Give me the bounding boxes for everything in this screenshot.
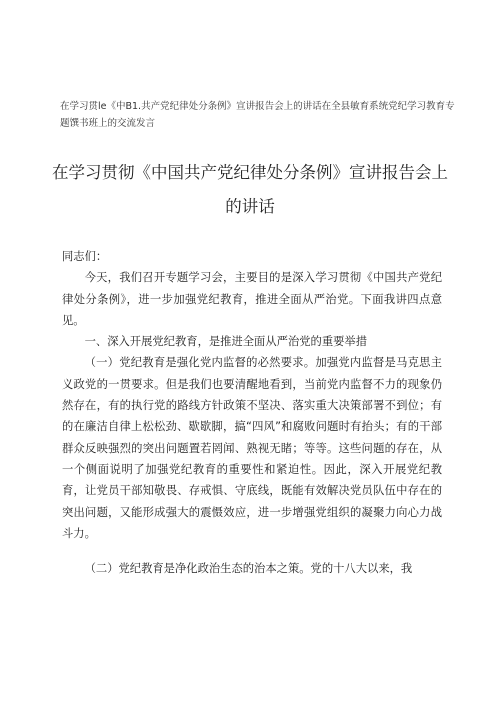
document-title	[50, 156, 450, 224]
salutation: 同志们：	[62, 250, 108, 263]
section-heading-1: 一、深入开展党纪教育，是推进全面从严治党的重要举措	[84, 335, 368, 349]
title-line-1: 在学习贯彻《中国共产党纪律处分条例》宣讲报告会上	[52, 163, 448, 182]
paragraph-subsection-1: （一）党纪教育是强化党内监督的必然要求。加强党内监督是马克思主义政党的一贯要求。但是我们也要清醒地看到，当前党内监督不力的现象仍然存在，有的执行党的路线方针政策不坚决、落实重大决策部署不到位；有的在廉洁自律上松松劲、歇歇脚，搞“四风”和腐败问题时有抬头；有的干部群众反映强烈的突出问题置若罔闻、熟视无睹；等等。这些问题的存在，从一个侧面说明了加强党纪教育的重要性和紧迫性。因此，深入开展党纪教育，让党员干部知敬畏、存戒惧、守底线，既能有效解决党员队伍中存在的突出问题，又能形成强大的震慑效应，进一步增强党组织的凝聚力向心力战斗力。	[62, 356, 442, 540]
paragraph-intro: 今天，我们召开专题学习会，主要目的是深入学习贯彻《中国共产党纪律处分条例》，进一步加强党纪教育，推进全面从严治党。下面我讲四点意见。	[62, 271, 442, 327]
document-body	[62, 246, 442, 579]
paragraph-subsection-2: （二）党纪教育是净化政治生态的治本之策。党的十八大以来，我	[84, 562, 413, 576]
header-note: 在学习贯le《中B1.共产党纪律处分条例》宣讲报告会上的讲话在全县敏育系统党纪学习教育专题馔书班上的交流发言	[60, 101, 455, 129]
title-line-2: 的讲话	[225, 197, 275, 216]
